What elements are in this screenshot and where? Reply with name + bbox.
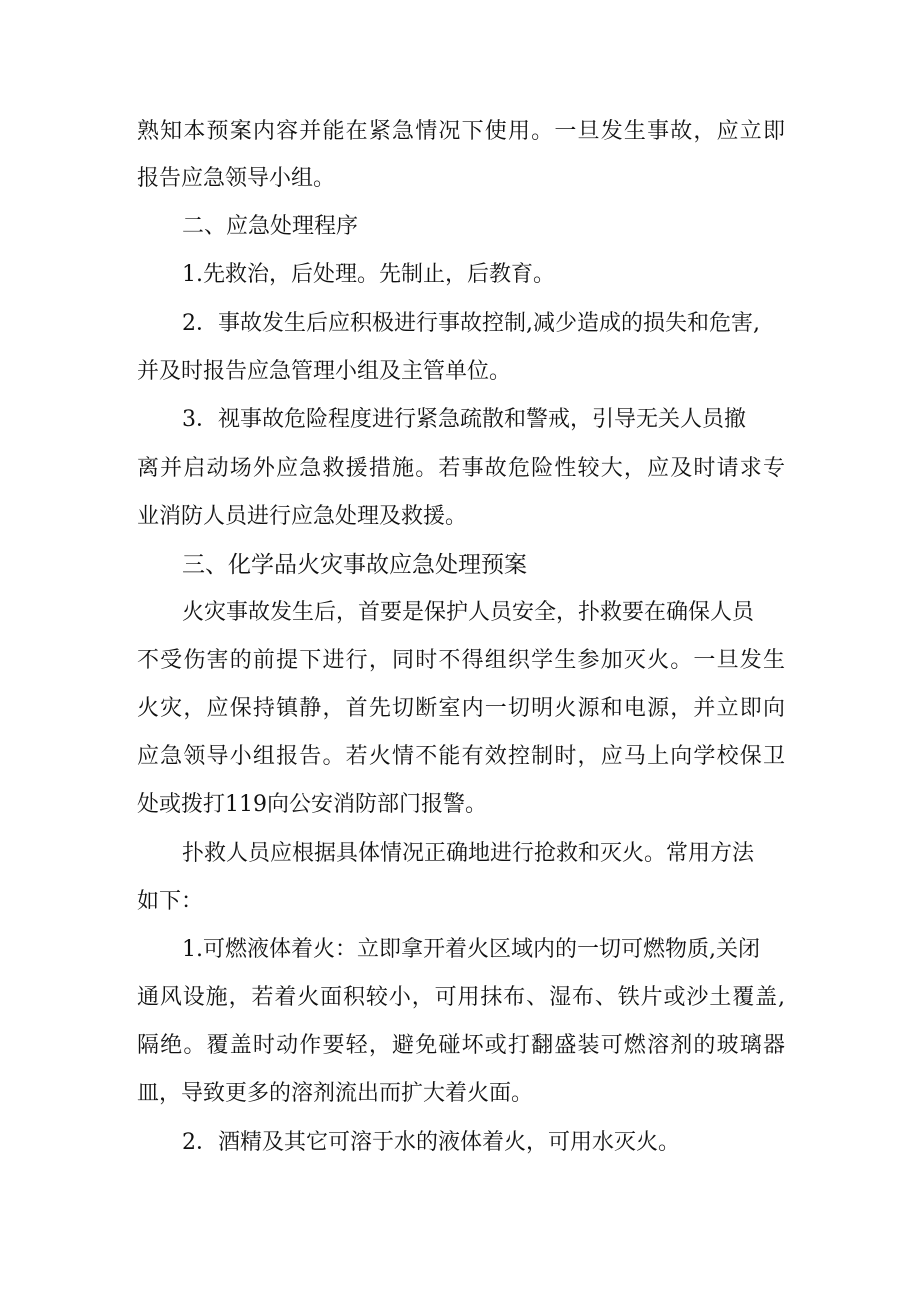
paragraph-line: 扑救人员应根据具体情况正确地进行抢救和灭火。常用方法 bbox=[182, 841, 755, 866]
paragraph-line: 业消防人员进行应急处理及救援。 bbox=[137, 504, 468, 529]
list-item: 1.可燃液体着火：立即拿开着火区域内的一切可燃物质,关闭 bbox=[182, 937, 760, 962]
paragraph-line: 处或拨打119向公安消防部门报警。 bbox=[137, 792, 487, 817]
list-item: 3．视事故危险程度进行紧急疏散和警戒，引导无关人员撤 bbox=[182, 407, 746, 432]
paragraph-line: 皿，导致更多的溶剂流出而扩大着火面。 bbox=[137, 1081, 534, 1106]
section-subheading: 二、应急处理程序 bbox=[182, 214, 359, 239]
list-item: 1.先救治，后处理。先制止，后教育。 bbox=[182, 262, 555, 287]
paragraph-line: 并及时报告应急管理小组及主管单位。 bbox=[137, 359, 512, 384]
paragraph-line: 隔绝。覆盖时动作要轻，避免碰坏或打翻盛装可燃溶剂的玻璃器 bbox=[137, 1033, 785, 1058]
paragraph-line: 离并启动场外应急救援措施。若事故危险性较大，应及时请求专 bbox=[137, 456, 785, 481]
paragraph-line: 火灾事故发生后，首要是保护人员安全，扑救要在确保人员 bbox=[182, 600, 755, 625]
paragraph-line: 如下： bbox=[137, 889, 204, 914]
paragraph-line: 应急领导小组报告。若火情不能有效控制时，应马上向学校保卫 bbox=[137, 744, 785, 769]
paragraph-line: 火灾，应保持镇静，首先切断室内一切明火源和电源，并立即向 bbox=[137, 696, 785, 721]
paragraph-line: 通风设施，若着火面积较小，可用抹布、湿布、铁片或沙土覆盖, bbox=[137, 985, 785, 1010]
paragraph-line: 报告应急领导小组。 bbox=[137, 166, 336, 191]
paragraph-line: 熟知本预案内容并能在紧急情况下使用。一旦发生事故，应立即 bbox=[137, 119, 785, 144]
list-item: 2．酒精及其它可溶于水的液体着火，可用水灭火。 bbox=[182, 1130, 680, 1155]
list-item: 2．事故发生后应积极进行事故控制,减少造成的损失和危害, bbox=[182, 311, 760, 336]
paragraph-line: 不受伤害的前提下进行，同时不得组织学生参加灭火。一旦发生 bbox=[137, 648, 785, 673]
section-heading: 三、化学品火灾事故应急处理预案 bbox=[182, 552, 527, 578]
